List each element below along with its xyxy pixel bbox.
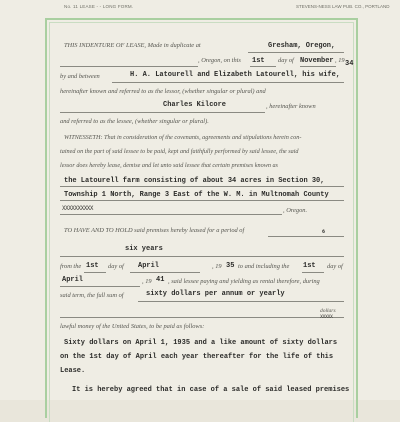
field-day: 1st [252,57,265,65]
line-state: , Oregon, on this [198,57,241,64]
strikeout-dollars: XXXXX [320,314,333,320]
field-payment-2: on the 1st day of April each year thereafter for the life of this [60,353,334,361]
field-payment-1: Sixty dollars on April 1, 1935 and a like amount of sixty dollars [64,339,338,347]
day-rule [250,66,276,67]
field-rent: sixty dollars per annum or yearly [146,290,285,298]
field-term: six years [125,245,163,253]
field-from-month: April [138,262,160,270]
lessor-rule [112,82,344,83]
label-to-19: , 19 [142,278,152,285]
field-period-value: 6 [322,229,326,235]
line-contained: tained on the part of said lessee to be paid, kept and faithfully performed by said lessee, the said [60,148,299,155]
publisher-name: STEVENS-NESS LAW PUB. CO., PORTLAND [296,4,390,9]
field-premises-1: the Latourell farm consisting of about 34 acres in Section 30, [64,177,325,185]
field-premises-2: Township 1 North, Range 3 East of the W. M. in Multnomah County [64,191,329,199]
field-month: November [300,57,334,65]
to-day-rule [302,272,324,273]
field-payment-3: Lease. [60,367,86,375]
field-from-year: 35 [226,262,235,270]
label-to-including: to and including the [238,263,290,270]
rent-rule [138,301,344,302]
line-to-have: TO HAVE AND TO HOLD said premises hereby leased for a period of [64,227,245,234]
line-between: by and between [60,73,100,80]
premises-rule-3 [60,214,282,215]
month-rule [300,66,336,67]
place-rule [248,52,344,53]
line-yielding: , said lessee paying and yielding as rental therefore, during [168,278,320,285]
line-indenture: THIS INDENTURE OF LEASE, Made in duplicate at [64,42,201,49]
label-from-19: , 19 [212,263,222,270]
line-full-sum: said term, the full sum of [60,292,124,299]
form-number: No. 11 LEASE - - LONG FORM. [64,4,134,9]
to-month-rule [60,286,140,287]
label-year: , 19 [335,57,345,64]
field-to-year: 41 [156,276,165,284]
line-oregon: , Oregon. [283,207,308,214]
line-demise: lessor does hereby lease, demise and let unto said lessee that certain premises known as [60,162,278,169]
field-from-day: 1st [86,262,99,270]
field-place: Gresham, Oregon, [268,42,336,50]
from-month-rule [130,272,200,273]
label-from-day-of: day of [108,263,124,270]
label-to-day-of: day of [327,263,343,270]
field-to-day: 1st [303,262,316,270]
from-day-rule [84,272,106,273]
line-lessor-known: hereinafter known and referred to as the lessor, (whether singular or plural) and [60,88,266,95]
rent-rule-2 [60,317,344,318]
field-lessee: Charles Kilcore [163,101,227,109]
field-to-month: April [62,276,84,284]
field-lessor: H. A. Latourell and Elizabeth Latourell, his wife, [130,71,341,79]
field-payment-4: It is hereby agreed that in case of a sale of said leased premises [72,386,350,394]
premises-rule-2 [60,200,344,201]
field-year: 34 [345,60,354,68]
label-dollars: dollars [320,308,336,314]
line-witnesseth: WITNESSETH: That in consideration of the covenants, agreements and stipulations herein con- [64,134,302,141]
period-rule [268,236,344,237]
premises-rule-1 [60,186,344,187]
line-lessee-known: and referred to as the lessee, (whether singular or plural). [60,118,209,125]
strikeout-mark: XXXXXXXXXX [62,205,94,212]
label-day-of: day of [278,57,294,64]
form-header [0,0,400,16]
lessee-rule [60,112,265,113]
term-rule [60,256,344,257]
label-from-the: from the [60,263,82,270]
line-lawful-money: lawful money of the United States, to be paid as follows: [60,323,205,330]
blank-rule [60,66,198,67]
line-hereinafter: , hereinafter known [266,103,316,110]
